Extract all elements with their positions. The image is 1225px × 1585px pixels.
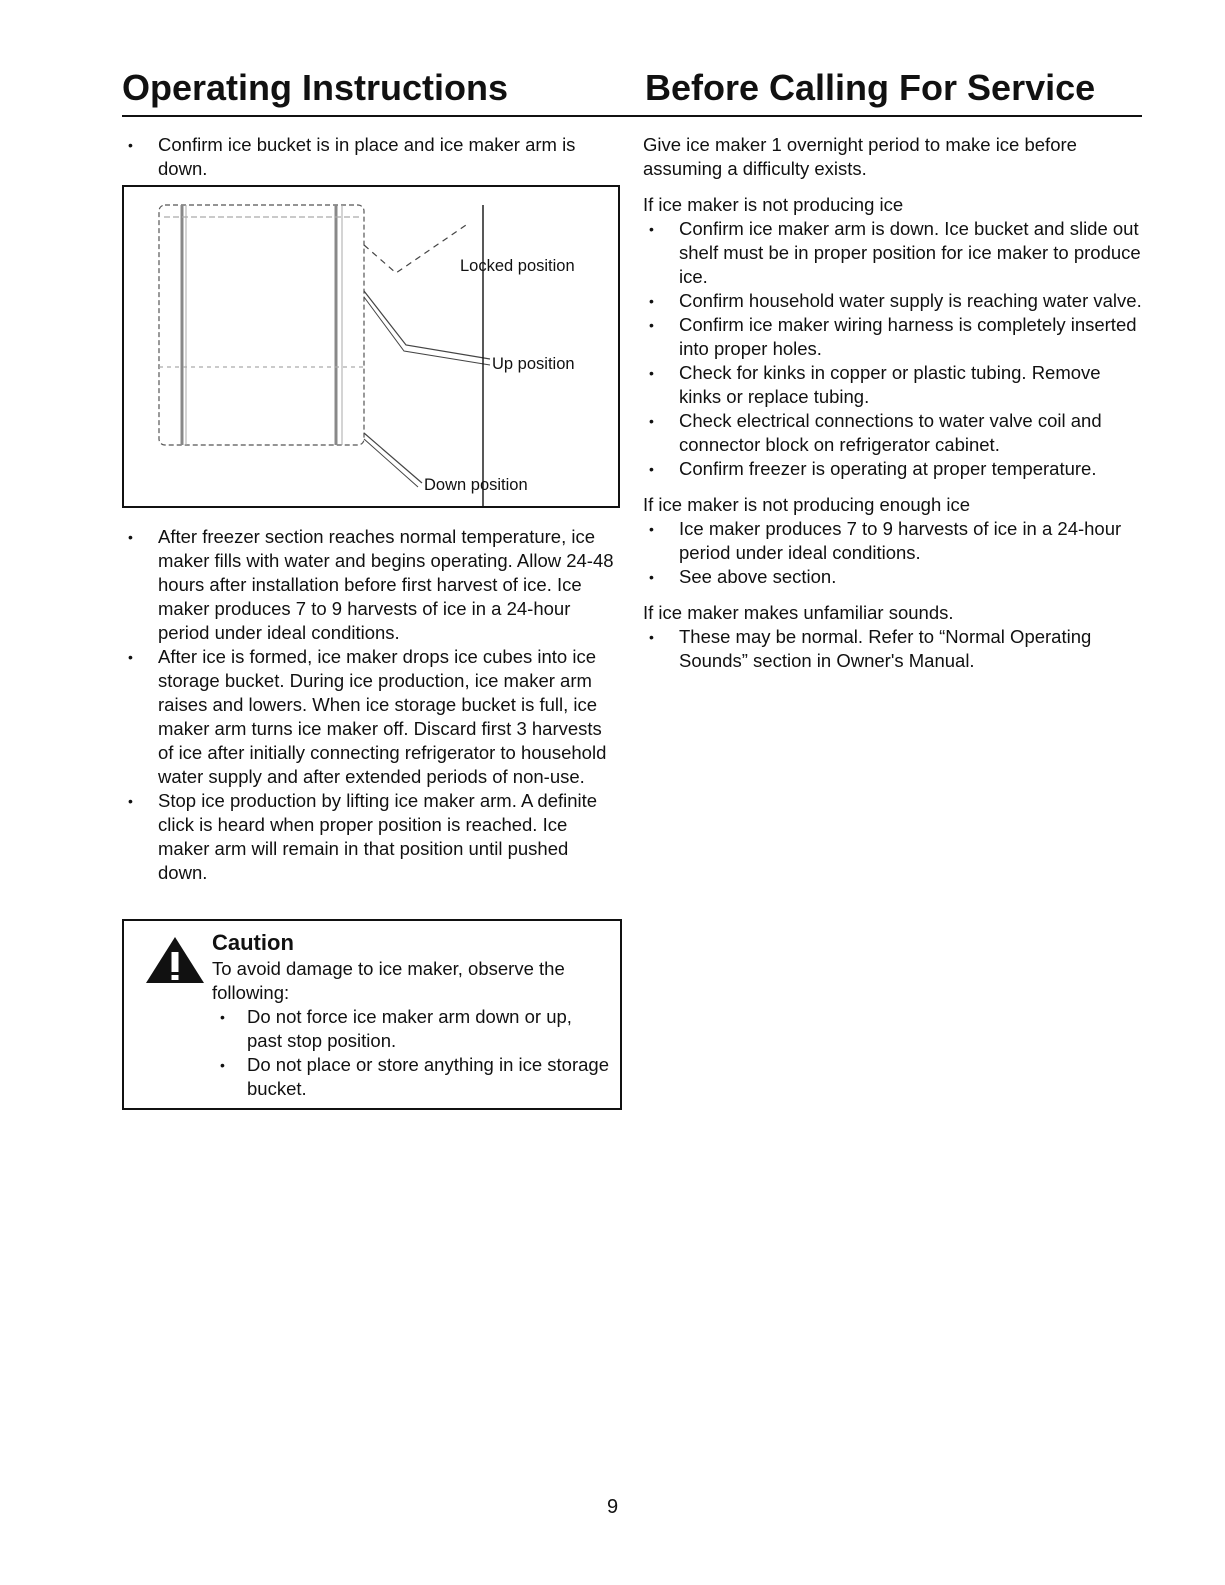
ice-maker-outline [159,205,364,445]
unfamiliar-sounds-checklist [643,625,1143,673]
down-position-label: Down position [424,476,528,494]
up-arm-line [364,291,490,359]
operating-step: • After freezer section reaches normal temperature, ice maker fills with water and begins operating. Allow 24-48 hours after installation before first harvest of ice. Ice maker produces 7 to 9 harvests of ice in a 24-hour period under ideal conditions. [122,525,622,645]
section-title-unfamiliar-sounds: If ice maker makes unfamiliar sounds. [643,602,954,623]
locked-arm-line [364,223,469,273]
service-column [643,133,1143,685]
checklist-item: • See above section. [643,565,1143,589]
ice-maker-arm-diagram [122,185,620,508]
checklist-item: • Check for kinks in copper or plastic tubing. Remove kinks or replace tubing. [643,361,1143,409]
heading-divider [122,115,1142,117]
section-title-no-ice: If ice maker is not producing ice [643,194,904,215]
up-position-label: Up position [492,355,575,373]
caution-item: • Do not place or store anything in ice storage bucket. [212,1053,612,1101]
operating-instructions-heading: Operating Instructions [122,67,509,108]
no-ice-checklist [643,217,1143,481]
checklist-item: • Check electrical connections to water valve coil and connector block on refrigerator cabinet. [643,409,1143,457]
checklist-item: • These may be normal. Refer to “Normal Operating Sounds” section in Owner's Manual. [643,625,1143,673]
caution-box [122,919,622,1110]
checklist-item: • Confirm freezer is operating at proper temperature. [643,457,1143,481]
caution-intro: To avoid damage to ice maker, observe the following: [212,958,565,1003]
ice-maker-illustration [124,187,618,506]
page-number: 9 [606,1496,619,1518]
intro-bullet-list [122,133,622,181]
before-calling-for-service-heading: Before Calling For Service [645,67,1096,108]
operating-step: • Stop ice production by lifting ice maker arm. A definite click is heard when proper position is reached. Ice maker arm will remain in that position until pushed down. [122,789,622,885]
operating-step: • After ice is formed, ice maker drops ice cubes into ice storage bucket. During ice production, ice maker arm raises and lowers. When ice storage bucket is full, ice maker arm turns ice maker off. Discard first 3 harvests of ice after initially connecting refrigerator to household water supply and after extended periods of non-use. [122,645,622,789]
checklist-item: • Confirm household water supply is reaching water valve. [643,289,1143,313]
intro-bullet: • Confirm ice bucket is in place and ice maker arm is down. [122,133,622,181]
checklist-item: • Ice maker produces 7 to 9 harvests of ice in a 24-hour period under ideal conditions. [643,517,1143,565]
service-intro: Give ice maker 1 overnight period to make ice before assuming a difficulty exists. [643,134,1077,179]
caution-item: • Do not force ice maker arm down or up, past stop position. [212,1005,612,1053]
section-title-not-enough-ice: If ice maker is not producing enough ice [643,494,971,515]
caution-title: Caution [212,930,294,955]
caution-list [212,1005,612,1101]
operating-steps-list [122,525,622,885]
checklist-item: • Confirm ice maker wiring harness is completely inserted into proper holes. [643,313,1143,361]
not-enough-ice-checklist [643,517,1143,589]
locked-position-label: Locked position [460,257,575,275]
down-arm-line [364,433,422,483]
warning-triangle-icon [144,935,206,985]
checklist-item: • Confirm ice maker arm is down. Ice bucket and slide out shelf must be in proper position for ice maker to produce ice. [643,217,1143,289]
